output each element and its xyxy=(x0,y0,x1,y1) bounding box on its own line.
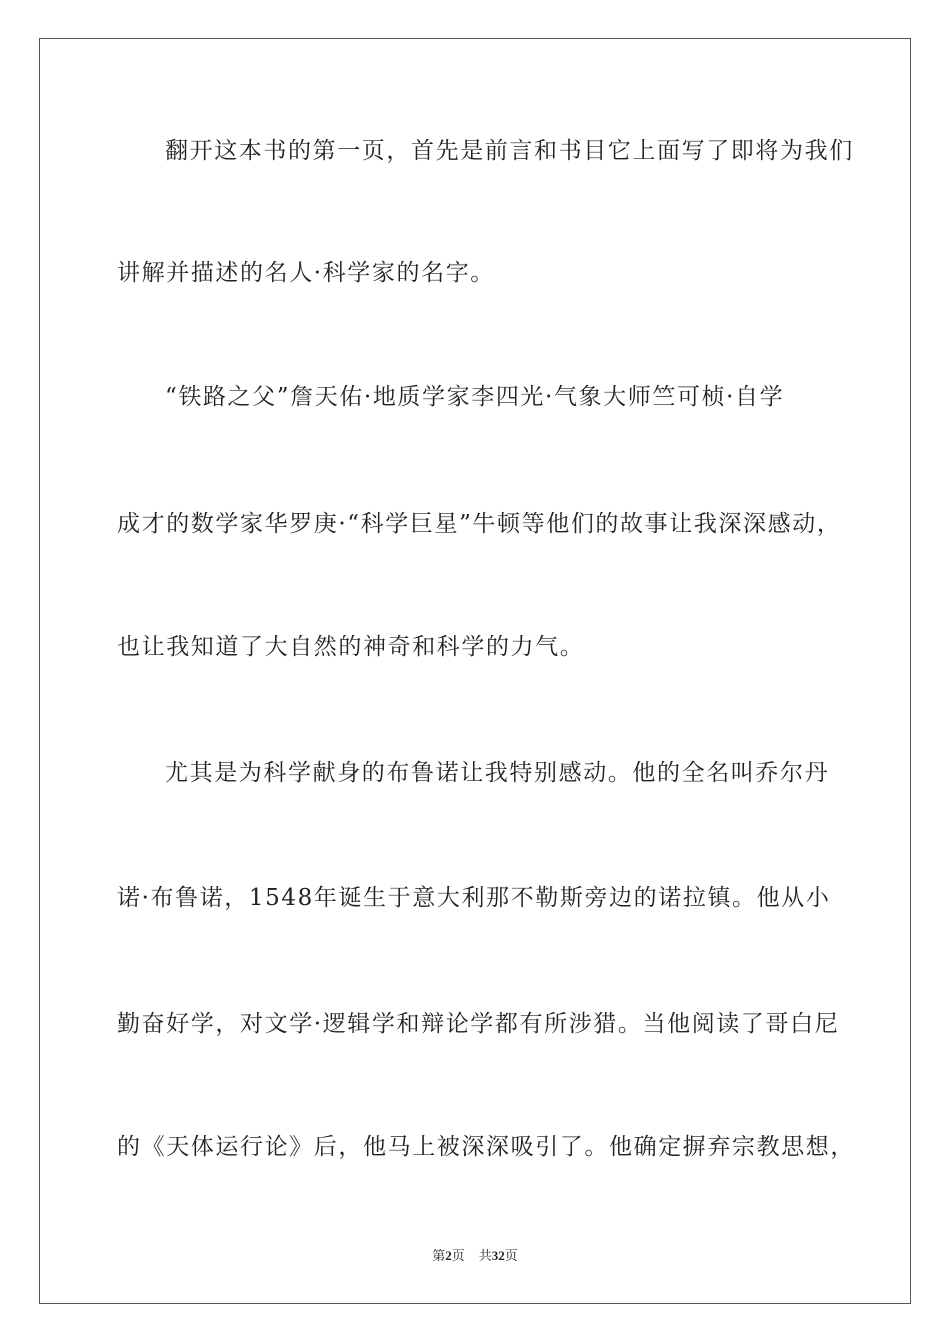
total-suffix: 页 xyxy=(504,1248,518,1263)
page-suffix: 页 xyxy=(451,1248,465,1263)
page-number: 2 xyxy=(445,1248,452,1263)
total-prefix: 共 xyxy=(478,1248,492,1263)
paragraph-line: 诺·布鲁诺，1548年诞生于意大利那不勒斯旁边的诺拉镇。他从小 xyxy=(117,885,831,911)
paragraph-line: 讲解并描述的名人·科学家的名字。 xyxy=(117,260,495,286)
total-pages: 32 xyxy=(491,1248,505,1263)
paragraph-line: 的《天体运行论》后，他马上被深深吸引了。他确定摒弃宗教思想， xyxy=(117,1134,855,1160)
page-footer xyxy=(0,1247,950,1265)
paragraph-line: 成才的数学家华罗庚·“科学巨星”牛顿等他们的故事让我深深感动， xyxy=(117,511,842,537)
paragraph-line: 翻开这本书的第一页，首先是前言和书目它上面写了即将为我们 xyxy=(165,138,854,164)
page-prefix: 第 xyxy=(432,1248,446,1263)
paragraph-line: “铁路之父”詹天佑·地质学家李四光·气象大师竺可桢·自学 xyxy=(165,384,785,410)
paragraph-line: 尤其是为科学献身的布鲁诺让我特别感动。他的全名叫乔尔丹 xyxy=(165,760,830,786)
paragraph-line: 也让我知道了大自然的神奇和科学的力气。 xyxy=(117,634,585,660)
page-border xyxy=(39,38,911,1304)
paragraph-line: 勤奋好学，对文学·逻辑学和辩论学都有所涉猎。当他阅读了哥白尼 xyxy=(117,1011,840,1037)
